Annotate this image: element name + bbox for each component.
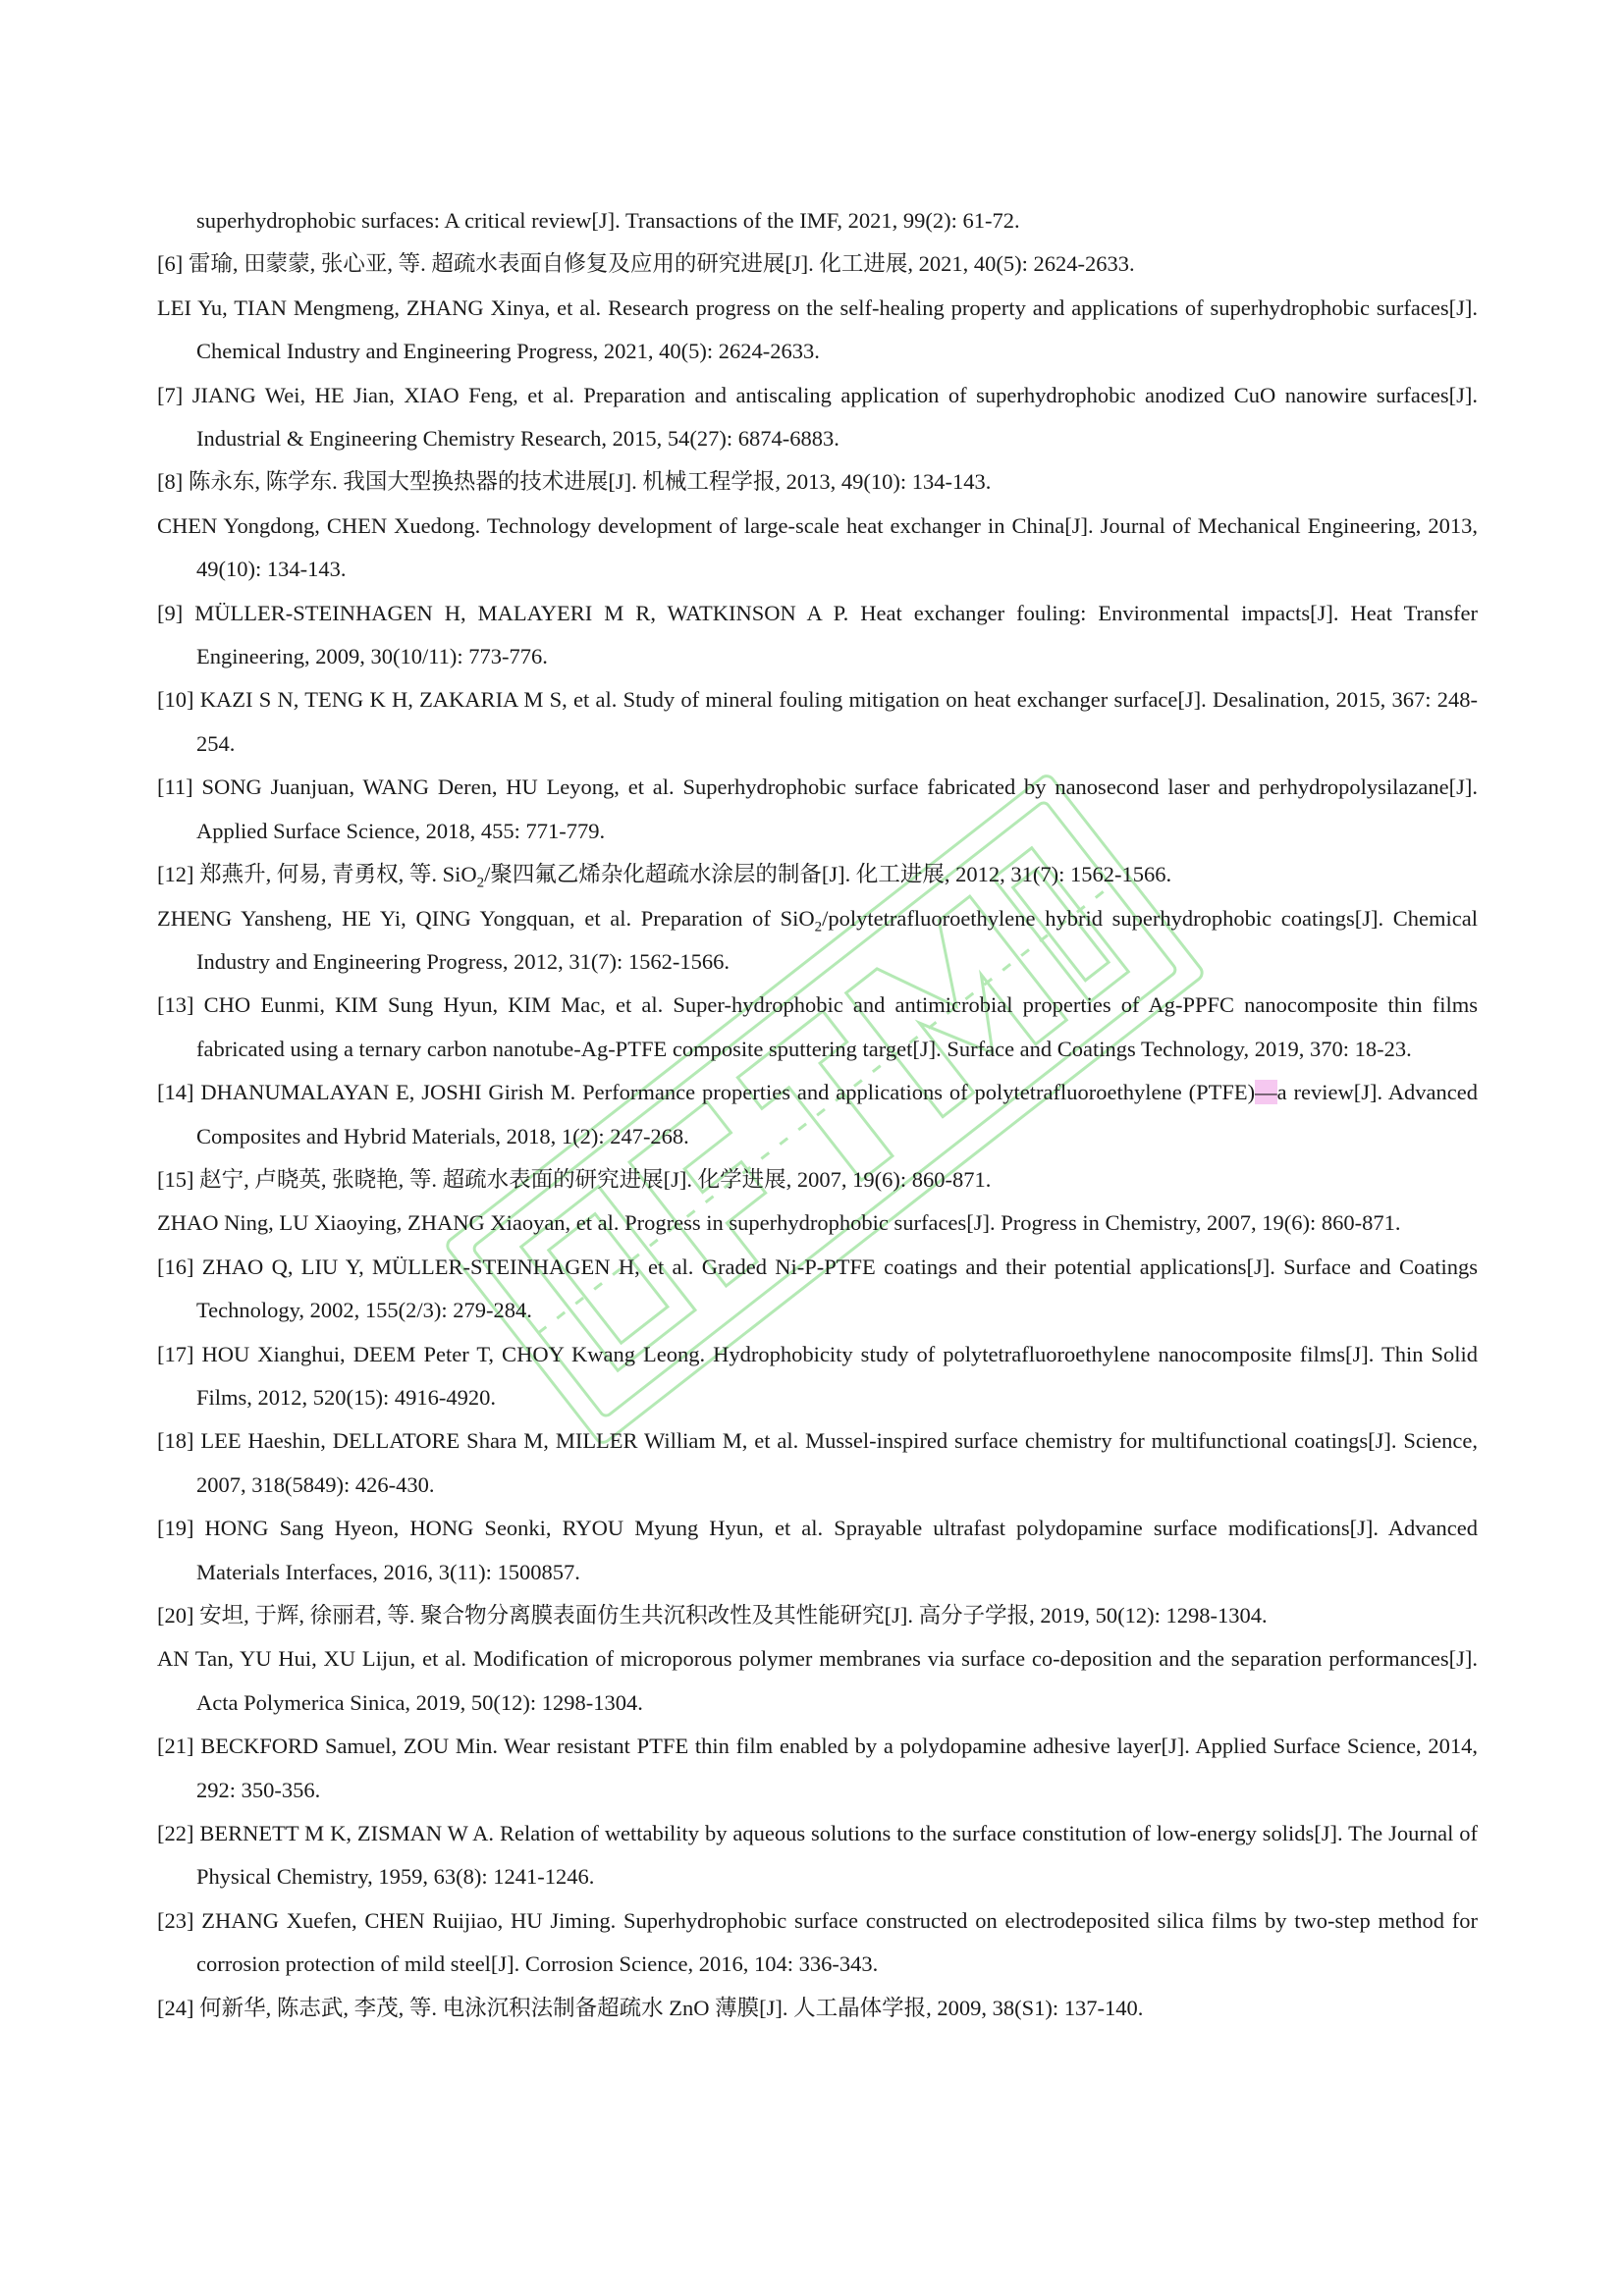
reference-text-part: /polytetrafluoroethylene hybrid superhydrophobic coatings[J]. Chemical Industry and Engineering Progress, 2012, 31(7): 1562-1566.: [196, 905, 1478, 974]
reference-text: [157, 1080, 1478, 1148]
reference-entry: [157, 242, 1478, 286]
reference-text: superhydrophobic surfaces: A critical review[J]. Transactions of the IMF, 2021, 99(2): 61-72.: [196, 208, 1020, 233]
subscript: 2: [476, 875, 485, 891]
reference-entry: [157, 1246, 1478, 1333]
reference-entry: [157, 897, 1478, 985]
reference-text: [23] ZHANG Xuefen, CHEN Ruijiao, HU Jiming. Superhydrophobic surface constructed on electrodeposited silica films by two-step method for corrosion protection of mild steel[J]. Corrosion Science, 2016, 104: 336-343.: [157, 1907, 1478, 1977]
reference-entry: [157, 374, 1478, 461]
reference-entry: [157, 984, 1478, 1071]
reference-text: AN Tan, YU Hui, XU Lijun, et al. Modification of microporous polymer membranes via surface co-deposition and the separation performances[J]. Acta Polymerica Sinica, 2019, 50(12): 1298-1304.: [157, 1646, 1478, 1715]
reference-entry: [157, 1725, 1478, 1812]
reference-entry: [157, 1419, 1478, 1507]
reference-text: [20] 安坦, 于辉, 徐丽君, 等. 聚合物分离膜表面仿生共沉积改性及其性能研究[J]. 高分子学报, 2019, 50(12): 1298-1304.: [157, 1603, 1268, 1628]
reference-text: LEI Yu, TIAN Mengmeng, ZHANG Xinya, et al. Research progress on the self-healing property and applications of superhydrophobic surfaces[J]. Chemical Industry and Engineering Progress, 2021, 40(5): 2624-2633.: [157, 294, 1478, 364]
reference-text-part: [14] DHANUMALAYAN E, JOSHI Girish M. Performance properties and applications of polytetrafluoroethylene (PTFE): [157, 1080, 1256, 1105]
reference-entry: [157, 1201, 1478, 1245]
reference-entry: [157, 853, 1478, 896]
reference-text: [21] BECKFORD Samuel, ZOU Min. Wear resistant PTFE thin film enabled by a polydopamine adhesive layer[J]. Applied Surface Science, 2014, 292: 350-356.: [157, 1734, 1478, 1802]
reference-entry: [157, 592, 1478, 679]
reference-entry: [157, 1899, 1478, 1987]
reference-entry: [157, 1637, 1478, 1725]
reference-entry: [157, 505, 1478, 592]
reference-entry: [157, 766, 1478, 853]
reference-text: [6] 雷瑜, 田蒙蒙, 张心亚, 等. 超疏水表面自修复及应用的研究进展[J]. 化工进展, 2021, 40(5): 2624-2633.: [157, 251, 1135, 277]
reference-entry: [157, 460, 1478, 504]
reference-text: [16] ZHAO Q, LIU Y, MÜLLER-STEINHAGEN H, et al. Graded Ni-P-PTFE coatings and their potential applications[J]. Surface and Coatings Technology, 2002, 155(2/3): 279-284.: [157, 1254, 1478, 1323]
reference-entry: [157, 1594, 1478, 1637]
reference-text: [11] SONG Juanjuan, WANG Deren, HU Leyong, et al. Superhydrophobic surface fabricated by nanosecond laser and perhydropolysilazane[J]. Applied Surface Science, 2018, 455: 771-779.: [157, 774, 1478, 843]
reference-text: [8] 陈永东, 陈学东. 我国大型换热器的技术进展[J]. 机械工程学报, 2013, 49(10): 134-143.: [157, 469, 992, 495]
reference-entry: [157, 1071, 1478, 1158]
reference-entry: [157, 287, 1478, 374]
reference-text: [24] 何新华, 陈志武, 李茂, 等. 电泳沉积法制备超疏水 ZnO 薄膜[J]. 人工晶体学报, 2009, 38(S1): 137-140.: [157, 1995, 1144, 2020]
reference-text: [18] LEE Haeshin, DELLATORE Shara M, MILLER William M, et al. Mussel-inspired surface chemistry for multifunctional coatings[J]. Science, 2007, 318(5849): 426-430.: [157, 1428, 1478, 1497]
reference-text: [13] CHO Eunmi, KIM Sung Hyun, KIM Mac, et al. Super-hydrophobic and antimicrobial properties of Ag-PPFC nanocomposite thin films fabricated using a ternary carbon nanotube-Ag-PTFE composite sputtering target[J]. Surface and Coatings Technology, 2019, 370: 18-23.: [157, 992, 1478, 1061]
reference-list: [157, 199, 1478, 2030]
reference-entry: [157, 1333, 1478, 1420]
subscript: 2: [814, 919, 823, 934]
reference-text: [7] JIANG Wei, HE Jian, XIAO Feng, et al. Preparation and antiscaling application of superhydrophobic anodized CuO nanowire surfaces[J]. Industrial & Engineering Chemistry Research, 2015, 54(27): 6874-6883.: [157, 382, 1478, 452]
reference-text: [22] BERNETT M K, ZISMAN W A. Relation of wettability by aqueous solutions to the surface constitution of low-energy solids[J]. The Journal of Physical Chemistry, 1959, 63(8): 1241-1246.: [157, 1821, 1478, 1890]
reference-entry: [157, 1158, 1478, 1201]
reference-text: [17] HOU Xianghui, DEEM Peter T, CHOY Kwang Leong. Hydrophobicity study of polytetrafluoroethylene nanocomposite films[J]. Thin Solid Films, 2012, 520(15): 4916-4920.: [157, 1341, 1478, 1410]
highlighted-dash: —: [1255, 1080, 1277, 1105]
reference-text-part: a review[J]. Advanced Composites and Hybrid Materials, 2018, 1(2): 247-268.: [196, 1080, 1478, 1148]
reference-entry: [157, 1812, 1478, 1899]
reference-entry: [157, 1507, 1478, 1594]
reference-entry: [157, 1987, 1478, 2030]
reference-entry: [157, 199, 1478, 242]
reference-text: CHEN Yongdong, CHEN Xuedong. Technology development of large-scale heat exchanger in China[J]. Journal of Mechanical Engineering, 2013, 49(10): 134-143.: [157, 512, 1478, 582]
reference-text-part: [12] 郑燕升, 何易, 青勇权, 等. SiO: [157, 862, 477, 887]
reference-text: [10] KAZI S N, TENG K H, ZAKARIA M S, et al. Study of mineral fouling mitigation on heat exchanger surface[J]. Desalination, 2015, 367: 248-254.: [157, 687, 1478, 756]
reference-entry: [157, 678, 1478, 766]
reference-text: ZHAO Ning, LU Xiaoying, ZHANG Xiaoyan, et al. Progress in superhydrophobic surfaces[J]. Progress in Chemistry, 2007, 19(6): 860-871.: [157, 1210, 1401, 1236]
reference-text: [15] 赵宁, 卢晓英, 张晓艳, 等. 超疏水表面的研究进展[J]. 化学进展, 2007, 19(6): 860-871.: [157, 1166, 992, 1192]
reference-text: [19] HONG Sang Hyeon, HONG Seonki, RYOU Myung Hyun, et al. Sprayable ultrafast polydopamine surface modifications[J]. Advanced Materials Interfaces, 2016, 3(11): 1500857.: [157, 1516, 1478, 1584]
reference-text: [157, 862, 1172, 891]
reference-text-part: /聚四氟乙烯杂化超疏水涂层的制备[J]. 化工进展, 2012, 31(7): 1562-1566.: [484, 862, 1172, 887]
reference-text-part: ZHENG Yansheng, HE Yi, QING Yongquan, et al. Preparation of SiO: [157, 905, 815, 931]
reference-text: [157, 906, 1478, 974]
reference-text: [9] MÜLLER-STEINHAGEN H, MALAYERI M R, WATKINSON A P. Heat exchanger fouling: Environmental impacts[J]. Heat Transfer Engineering, 2009, 30(10/11): 773-776.: [157, 600, 1478, 669]
